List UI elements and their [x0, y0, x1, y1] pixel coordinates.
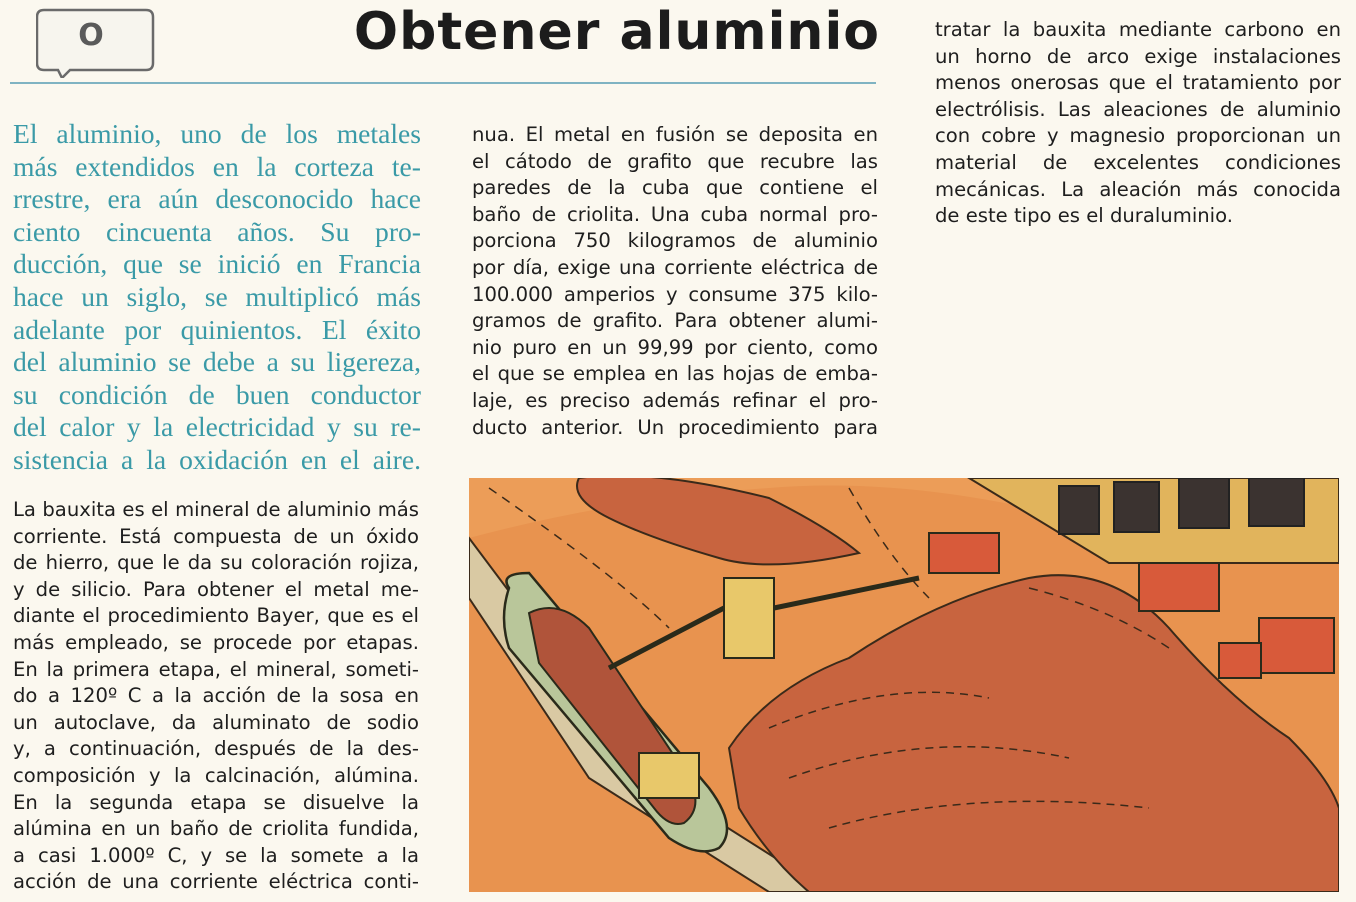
lead-line: del aluminio se debe a su ligereza,	[13, 346, 421, 378]
bauxite-scene-drawing	[469, 478, 1339, 892]
text-line: nio puro en un 99,99 por ciento, como	[472, 335, 878, 359]
lead-line: rrestre, era aún desconocido hace	[13, 183, 421, 215]
text-line: laje, es preciso además refinar el pro-	[472, 388, 878, 412]
text-line: corriente. Está compuesta de un óxido	[13, 524, 419, 548]
title-underline	[10, 82, 876, 84]
text-line: electrólisis. Las aleaciones de aluminio	[935, 97, 1341, 121]
body-column-2	[472, 122, 878, 441]
lead-line: hace un siglo, se multiplicó más	[13, 280, 421, 312]
text-line: La bauxita es el mineral de aluminio más	[13, 498, 419, 521]
text-line: y de silicio. Para obtener el metal me-	[13, 577, 419, 601]
text-line: baño de criolita. Una cuba normal pro-	[472, 202, 878, 226]
text-line: nua. El metal en fusión se deposita en	[472, 123, 878, 146]
text-line: porciona 750 kilogramos de aluminio	[472, 229, 878, 253]
text-line: menos onerosas que el tratamiento por	[935, 71, 1341, 95]
text-line: paredes de la cuba que contiene el	[472, 176, 878, 200]
body-column-1	[13, 497, 419, 896]
text-line: de este tipo es el duraluminio.	[935, 204, 1233, 228]
lead-line: sistencia a la oxidación en el aire.	[13, 443, 421, 475]
text-line: composición y la calcinación, alúmina.	[13, 763, 419, 787]
text-line: con cobre y magnesio proporcionan un	[935, 124, 1341, 148]
text-line: diante el procedimiento Bayer, que es el	[13, 604, 419, 628]
text-line: un horno de arco exige instalaciones	[935, 44, 1341, 68]
text-line: material de excelentes condiciones	[935, 150, 1341, 174]
lead-line: El aluminio, uno de los metales	[13, 118, 421, 149]
text-line: alúmina en un baño de criolita fundida,	[13, 817, 419, 841]
text-line: un autoclave, da aluminato de sodio	[13, 710, 419, 734]
body-column-3	[935, 17, 1341, 230]
lead-line: del calor y la electricidad y su re-	[13, 411, 421, 443]
text-line: mecánicas. La aleación más conocida	[935, 177, 1341, 201]
text-line: En la segunda etapa se disuelve la	[13, 790, 419, 814]
text-line: tratar la bauxita mediante carbono en	[935, 18, 1341, 41]
bauxite-mine-illustration	[469, 478, 1339, 892]
text-line: 100.000 amperios y consume 375 kilo-	[472, 282, 878, 306]
lead-line: su condición de buen conductor	[13, 378, 421, 410]
text-line: do a 120º C a la acción de la sosa en	[13, 684, 419, 708]
badge-letter: O	[78, 18, 104, 53]
lead-line: más extendidos en la corteza te-	[13, 150, 421, 182]
text-line: ducto anterior. Un procedimiento para	[472, 415, 878, 439]
text-line: acción de una corriente eléctrica conti-	[13, 870, 419, 894]
text-line: En la primera etapa, el mineral, someti-	[13, 657, 419, 681]
lead-paragraph	[13, 118, 421, 477]
lead-line: ducción, que se inició en Francia	[13, 248, 421, 280]
chapter-letter-badge	[36, 8, 154, 68]
text-line: el cátodo de grafito que recubre las	[472, 149, 878, 173]
page-title: Obtener aluminio	[353, 2, 880, 62]
text-line: por día, exige una corriente eléctrica de	[472, 255, 878, 279]
lead-line: ciento cincuenta años. Su pro-	[13, 215, 421, 247]
text-line: más empleado, se procede por etapas.	[13, 630, 419, 654]
text-line: a casi 1.000º C, y se la somete a la	[13, 843, 419, 867]
text-line: gramos de grafito. Para obtener alumi-	[472, 309, 878, 333]
text-line: el que se emplea en las hojas de emba-	[472, 362, 878, 386]
text-line: y, a continuación, después de la des-	[13, 737, 419, 761]
lead-line: adelante por quinientos. El éxito	[13, 313, 421, 345]
text-line: de hierro, que le da su coloración rojiza,	[13, 551, 419, 575]
